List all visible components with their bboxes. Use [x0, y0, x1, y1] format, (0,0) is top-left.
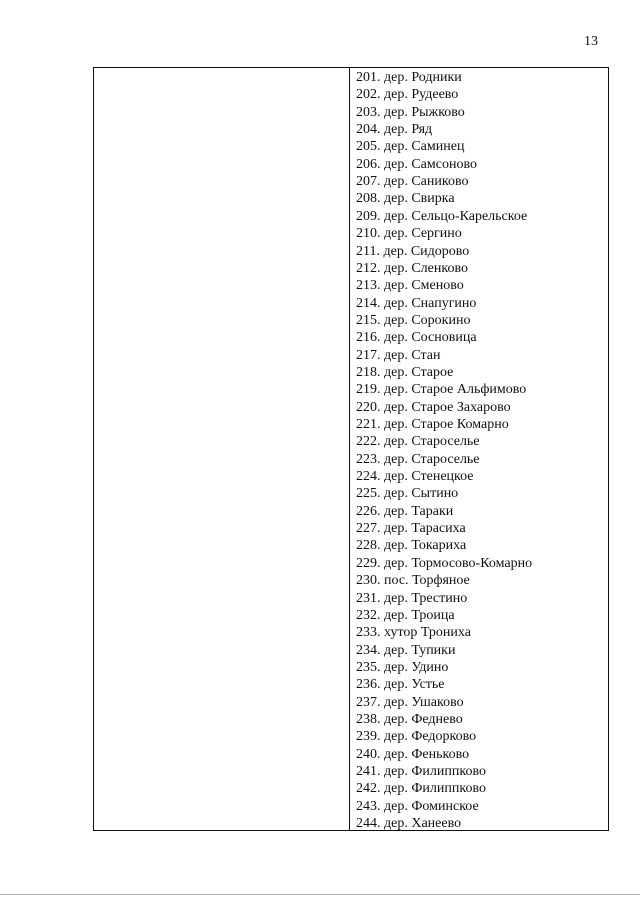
list-item: 203. дер. Рыжково [356, 104, 465, 120]
list-item: 241. дер. Филиппково [356, 764, 486, 779]
list-item: 212. дер. Сленково [356, 260, 468, 276]
list-item: 231. дер. Трестино [356, 590, 468, 606]
list-item: 207. дер. Саниково [356, 174, 469, 190]
list-item: 214. дер. Снапугино [356, 295, 477, 311]
list-item: 242. дер. Филиппково [356, 781, 486, 797]
list-item: 210. дер. Сергино [356, 226, 462, 242]
list-item: 215. дер. Сорокино [356, 312, 471, 328]
list-item: 208. дер. Свирка [356, 191, 455, 207]
list-item: 213. дер. Сменово [356, 278, 464, 294]
list-item: 218. дер. Старое [356, 364, 454, 380]
list-item: 209. дер. Сельцо-Карельское [356, 208, 528, 224]
list-item: 225. дер. Сытино [356, 486, 459, 502]
list-item: 204. дер. Ряд [356, 122, 433, 138]
list-item: 201. дер. Родники [356, 70, 462, 85]
list-item: 236. дер. Устье [356, 677, 445, 693]
list-item: 228. дер. Токариха [356, 538, 467, 554]
list-item: 226. дер. Тараки [356, 503, 454, 519]
list-item: 205. дер. Саминец [356, 139, 465, 155]
list-item: 221. дер. Старое Комарно [356, 417, 509, 432]
list-item: 202. дер. Рудеево [356, 87, 459, 103]
list-item: 217. дер. Стан [356, 347, 441, 363]
list-item: 235. дер. Удино [356, 659, 449, 675]
list-item: 232. дер. Троица [356, 607, 455, 623]
table-left-column [94, 68, 350, 830]
list-item: 230. пос. Торфяное [356, 573, 470, 589]
list-item: 237. дер. Ушаково [356, 694, 464, 710]
settlements-table [93, 67, 609, 831]
list-item: 224. дер. Стенецкое [356, 469, 474, 485]
list-item: 233. хутор Трониха [356, 625, 471, 641]
list-item: 239. дер. Федорково [356, 729, 477, 745]
list-item: 206. дер. Самсоново [356, 156, 477, 172]
list-item: 229. дер. Тормосово-Комарно [356, 555, 533, 571]
list-item: 223. дер. Староселье [356, 451, 480, 467]
table-right-column [350, 68, 608, 830]
list-item: 240. дер. Феньково [356, 746, 470, 762]
list-item: 211. дер. Сидорово [356, 243, 470, 259]
page-bottom-edge [0, 894, 640, 895]
list-item: 222. дер. Староселье [356, 434, 480, 450]
list-item: 219. дер. Старое Альфимово [356, 382, 527, 398]
list-item: 227. дер. Тарасиха [356, 521, 466, 537]
page-number: 13 [584, 34, 598, 49]
list-item: 216. дер. Сосновица [356, 330, 477, 346]
list-item: 234. дер. Тупики [356, 642, 456, 658]
list-item: 243. дер. Фоминское [356, 798, 479, 814]
list-item: 238. дер. Феднево [356, 711, 463, 727]
list-item: 220. дер. Старое Захарово [356, 399, 511, 415]
list-item: 244. дер. Ханеево [356, 816, 462, 832]
